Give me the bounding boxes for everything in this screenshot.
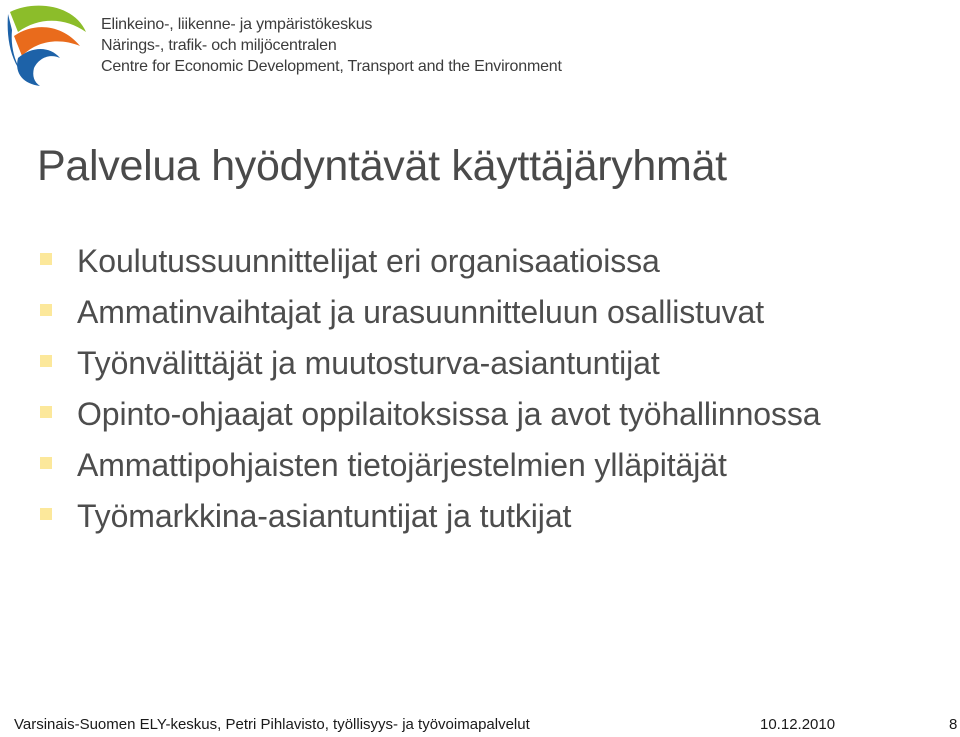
page-number: 8 (949, 716, 958, 733)
square-bullet-icon (40, 355, 52, 367)
square-bullet-icon (40, 457, 52, 469)
square-bullet-icon (40, 406, 52, 418)
footer-date: 10.12.2010 (760, 716, 836, 733)
list-item (40, 287, 821, 338)
footer-source: Varsinais-Suomen ELY-keskus, Petri Pihlavisto, työllisyys- ja työvoimapalvelut (14, 716, 530, 733)
list-item (40, 491, 821, 542)
organization-names (101, 14, 562, 77)
list-item (40, 236, 821, 287)
bullet-text: Ammattipohjaisten tietojärjestelmien ylläpitäjät (77, 447, 727, 483)
slide-title: Palvelua hyödyntävät käyttäjäryhmät (37, 142, 727, 190)
bullet-list (40, 236, 821, 542)
org-name-en: Centre for Economic Development, Transport and the Environment (101, 58, 562, 75)
square-bullet-icon (40, 508, 52, 520)
bullet-text: Työmarkkina-asiantuntijat ja tutkijat (77, 498, 572, 534)
square-bullet-icon (40, 304, 52, 316)
org-name-sv: Närings-, trafik- och miljöcentralen (101, 37, 337, 54)
bullet-text: Ammatinvaihtajat ja urasuunnitteluun osallistuvat (77, 294, 765, 330)
square-bullet-icon (40, 253, 52, 265)
ely-logo-icon (4, 2, 88, 86)
bullet-text: Opinto-ohjaajat oppilaitoksissa ja avot työhallinnossa (77, 396, 821, 432)
bullet-text: Koulutussuunnittelijat eri organisaatioissa (77, 243, 660, 279)
list-item (40, 440, 821, 491)
org-name-fi: Elinkeino-, liikenne- ja ympäristökeskus (101, 16, 373, 33)
list-item (40, 389, 821, 440)
bullet-text: Työnvälittäjät ja muutosturva-asiantuntijat (77, 345, 660, 381)
list-item (40, 338, 821, 389)
ely-logo (4, 2, 88, 86)
